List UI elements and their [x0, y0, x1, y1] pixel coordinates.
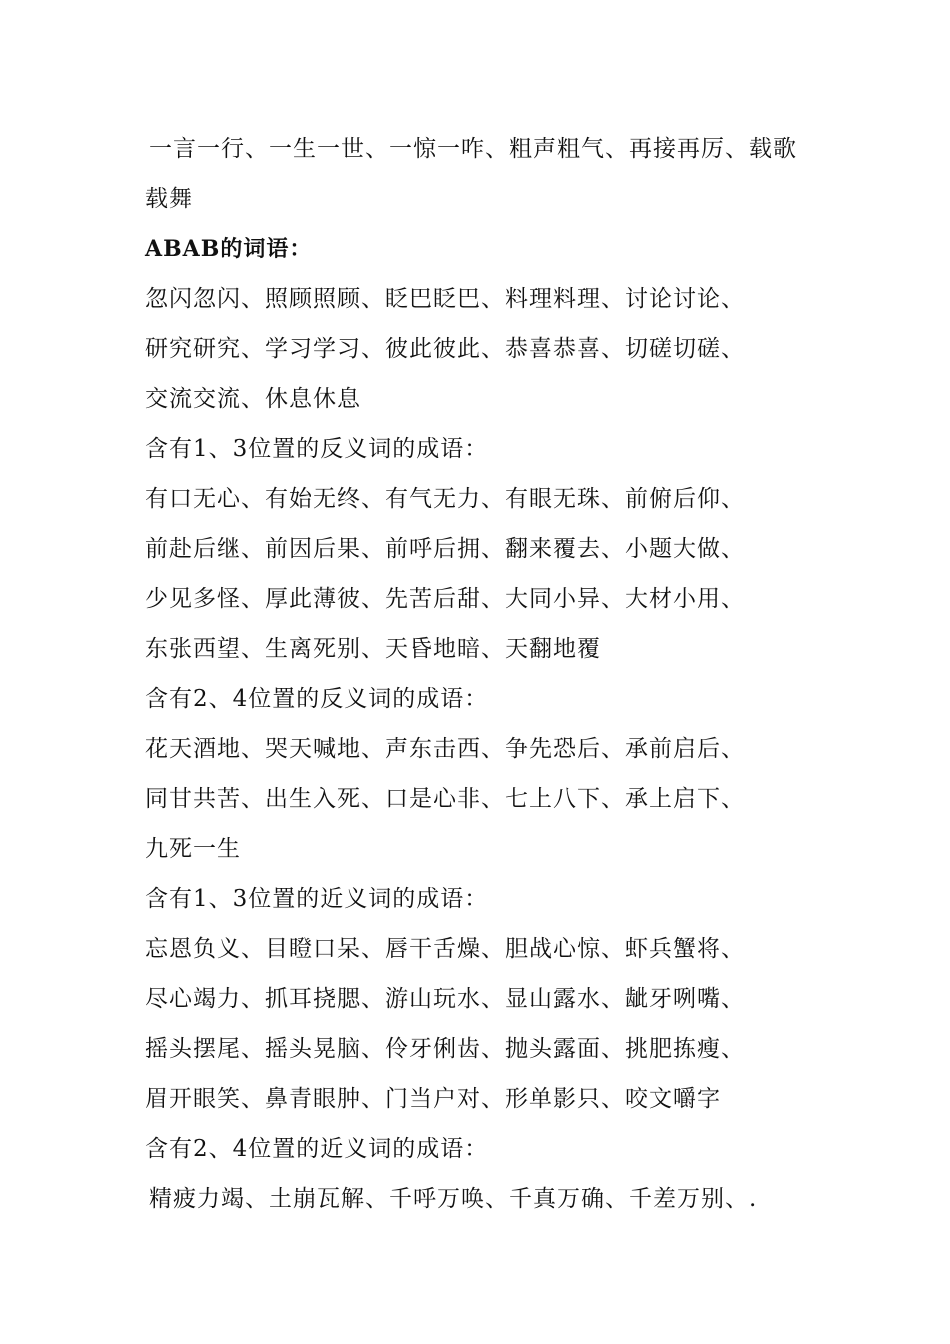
- text-line: 载舞: [145, 186, 193, 212]
- text-line: 眉开眼笑、鼻青眼肿、门当户对、形单影只、咬文嚼字: [145, 1086, 721, 1112]
- section-heading-synonym-2-4: 含有2、4位置的近义词的成语：: [145, 1136, 489, 1162]
- text-line: 前赴后继、前因后果、前呼后拥、翻来覆去、小题大做、: [145, 536, 745, 562]
- text-line: 研究研究、学习学习、彼此彼此、恭喜恭喜、切磋切磋、: [145, 336, 745, 362]
- section-heading-antonym-2-4: 含有2、4位置的反义词的成语：: [145, 686, 489, 712]
- section-heading-synonym-1-3: 含有1、3位置的近义词的成语：: [145, 886, 489, 912]
- text-line: 尽心竭力、抓耳挠腮、游山玩水、显山露水、龇牙咧嘴、: [145, 986, 745, 1012]
- text-line: 九死一生: [145, 836, 241, 862]
- section-heading-abab: ABAB的词语：: [145, 236, 313, 262]
- text-line: 少见多怪、厚此薄彼、先苦后甜、大同小异、大材小用、: [145, 586, 745, 612]
- text-line: 交流交流、休息休息: [145, 386, 361, 412]
- section-heading-antonym-1-3: 含有1、3位置的反义词的成语：: [145, 436, 489, 462]
- text-line: 忘恩负义、目瞪口呆、唇干舌燥、胆战心惊、虾兵蟹将、: [145, 936, 745, 962]
- text-line: 有口无心、有始无终、有气无力、有眼无珠、前俯后仰、: [145, 486, 745, 512]
- text-line: 一言一行、一生一世、一惊一咋、粗声粗气、再接再厉、载歌: [149, 136, 797, 162]
- text-line: 东张西望、生离死别、天昏地暗、天翻地覆: [145, 636, 601, 662]
- text-line: 精疲力竭、土崩瓦解、千呼万唤、千真万确、千差万别、.: [149, 1186, 758, 1212]
- text-line: 摇头摆尾、摇头晃脑、伶牙俐齿、抛头露面、挑肥拣瘦、: [145, 1036, 745, 1062]
- text-line: 花天酒地、哭天喊地、声东击西、争先恐后、承前启后、: [145, 736, 745, 762]
- text-line: 忽闪忽闪、照顾照顾、眨巴眨巴、料理料理、讨论讨论、: [145, 286, 745, 312]
- text-line: 同甘共苦、出生入死、口是心非、七上八下、承上启下、: [145, 786, 745, 812]
